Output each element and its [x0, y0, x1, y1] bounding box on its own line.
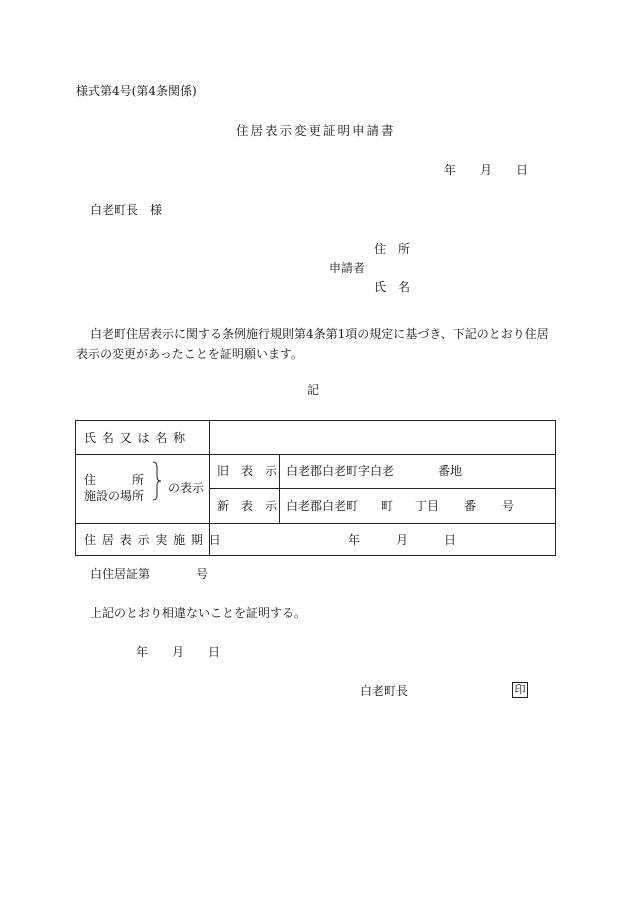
document-title: 住居表示変更証明申請書 [236, 123, 396, 138]
name-label-cell: 氏 名 又 は 名 称 [84, 431, 187, 445]
certification-date [136, 645, 220, 659]
new-display-value: 白老郡白老町 [286, 499, 359, 513]
form-number-label: 様式第4号(第4条関係) [76, 84, 197, 98]
application-date [444, 163, 528, 177]
certificate-number [90, 567, 208, 581]
cert-year: 年 [136, 645, 149, 659]
display-label: の表示 [168, 481, 205, 495]
cho-label: 町 [381, 499, 394, 513]
date-month: 月 [480, 163, 493, 177]
cert-month: 月 [172, 645, 185, 659]
certification-text: 上記のとおり相違ないことを証明する。 [90, 606, 307, 620]
ban-label: 番 [464, 499, 477, 513]
table-rule [279, 454, 280, 523]
location-label-line2: 施設の場所 [84, 489, 145, 503]
cert-number-prefix: 白住居証第 [90, 567, 151, 581]
impl-month: 月 [396, 533, 409, 547]
chome-label: 丁目 [415, 499, 440, 513]
table-rule [76, 523, 555, 524]
impl-year: 年 [348, 533, 361, 547]
table-rule [76, 454, 555, 455]
new-display-label: 新 表 示 [217, 499, 278, 513]
impl-day: 日 [444, 533, 457, 547]
cert-number-suffix: 号 [196, 567, 209, 581]
old-display-value: 白老郡白老町字白老 [286, 464, 395, 478]
addressee: 白老町長 様 [90, 203, 163, 217]
mayor-signature-label: 白老町長 [360, 684, 409, 698]
date-day: 日 [516, 163, 529, 177]
location-label-line1: 住 所 [84, 473, 145, 487]
table-rule [209, 488, 555, 489]
curly-brace-icon [152, 461, 162, 501]
applicant-address-label: 住 所 [374, 242, 411, 256]
implementation-date-value [348, 533, 456, 547]
go-label: 号 [502, 499, 515, 513]
applicant-name-label: 氏 名 [374, 280, 411, 294]
old-display-label: 旧 表 示 [217, 464, 278, 478]
seal-stamp-box: 印 [512, 682, 528, 698]
cert-day: 日 [208, 645, 221, 659]
implementation-date-label: 住 居 表 示 実 施 期 日 [84, 533, 222, 547]
date-year: 年 [444, 163, 457, 177]
ki-heading: 記 [307, 383, 320, 397]
banchi-label: 番地 [438, 464, 463, 478]
details-table [75, 420, 556, 556]
request-body-text: 白老町住居表示に関する条例施行規則第4条第1項の規定に基づき、下記のとおり住居表示の変更があったことを証明願います。 [76, 327, 549, 361]
applicant-label: 申請者 [329, 261, 366, 275]
